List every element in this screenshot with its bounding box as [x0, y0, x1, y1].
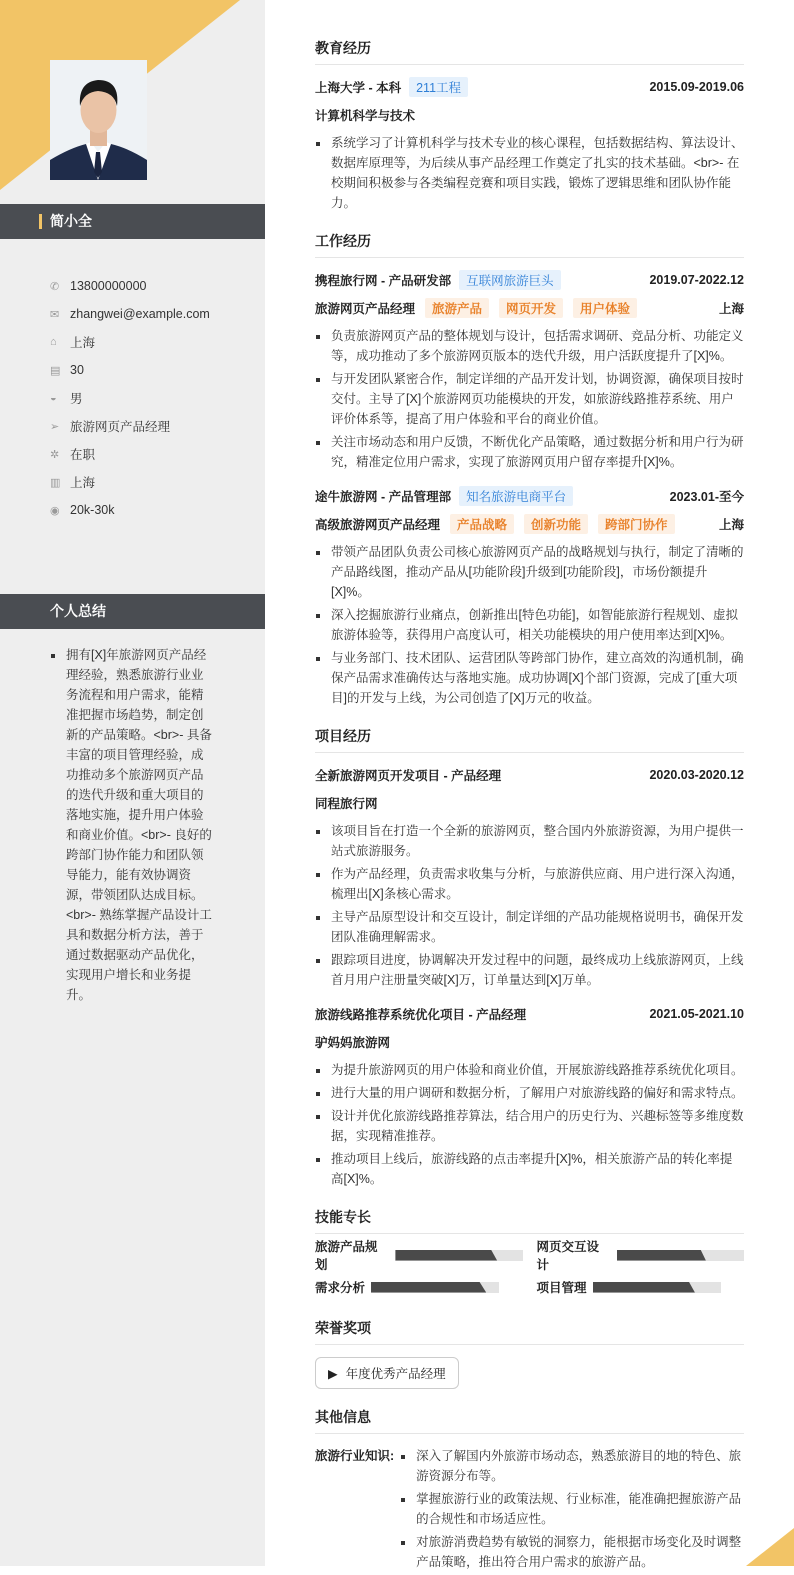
contact-item: [50, 496, 210, 524]
date: 2020.03-2020.12: [649, 768, 744, 782]
skill-bar: [617, 1250, 744, 1261]
salary-icon: ◉: [50, 504, 60, 517]
contact-text: 13800000000: [70, 279, 147, 293]
contact-item: [50, 328, 210, 356]
summary-text: [50, 645, 212, 1008]
project-org: 同程旅行网: [315, 797, 378, 811]
project-name: 全新旅游网页开发项目 - 产品经理: [315, 769, 502, 783]
contact-item: [50, 412, 210, 440]
main-content: [315, 38, 744, 1575]
skill-bar: [371, 1282, 499, 1293]
contact-text: 旅游网页产品经理: [70, 420, 171, 434]
skill-bar-fill: [593, 1282, 695, 1293]
home-icon: ⌂: [50, 336, 57, 348]
list-item: 负责旅游网页产品的整体规划与设计，包括需求调研、竞品分析、功能定义等，成功推动了多个旅游网页版本的迭代升级，用户活跃度提升了[X]%。: [315, 326, 744, 366]
other-key: 旅游行业知识:: [315, 1449, 395, 1463]
list-item: 主导产品原型设计和交互设计，制定详细的产品功能规格说明书，确保开发团队准确理解需求。: [315, 907, 744, 947]
list-item: 进行大量的用户调研和数据分析，了解用户对旅游线路的偏好和需求特点。: [315, 1083, 744, 1103]
award-item[interactable]: [315, 1357, 459, 1389]
skill-item: [315, 1240, 523, 1272]
contact-item: [50, 384, 210, 412]
contact-text: zhangwei@example.com: [70, 307, 210, 321]
section-title: 工作经历: [315, 231, 744, 258]
company-tag: 互联网旅游巨头: [459, 270, 561, 290]
company: 途牛旅游网 - 产品管理部: [315, 490, 452, 504]
list-item: 跟踪项目进度，协调解决开发过程中的问题，最终成功上线旅游网页，上线首月用户注册量突破[X]万，订单量达到[X]万单。: [315, 950, 744, 990]
contact-item: [50, 440, 210, 468]
skill-item: [315, 1278, 523, 1296]
list-item: 系统学习了计算机科学与技术专业的核心课程，包括数据结构、算法设计、数据库原理等，为后续从事产品经理工作奠定了扎实的技术基础。<br>- 在校期间积极参与各类编程竞赛和项目实践，锻炼了逻辑思维和团队协作能力。: [315, 133, 744, 213]
skill-tag: 产品战略: [450, 514, 514, 534]
skill-name: 旅游产品规划: [315, 1240, 378, 1272]
contact-text: 男: [70, 392, 83, 406]
date: 2015.09-2019.06: [649, 80, 744, 94]
awards-section: [315, 1318, 744, 1407]
skill-bar-fill: [395, 1250, 497, 1261]
section-title: 技能专长: [315, 1207, 744, 1234]
skill-item: [536, 1240, 745, 1272]
project-name: 旅游线路推荐系统优化项目 - 产品经理: [315, 1008, 527, 1022]
other-section: [315, 1407, 744, 1575]
contact-item: [50, 272, 210, 300]
phone-icon: ✆: [50, 280, 60, 293]
list-item: 关注市场动态和用户反馈，不断优化产品策略，通过数据分析和用户行为研究，精准定位用户需求，实现了旅游网页用户留存率提升[X]%。: [315, 432, 744, 472]
work-item: [315, 486, 744, 708]
contact-item: [50, 468, 210, 496]
list-item: 掌握旅游行业的政策法规、行业标准，能准确把握旅游产品的合规性和市场适应性。: [400, 1489, 744, 1529]
list-item: 深入挖掘旅游行业痛点，创新推出[特色功能]，如智能旅游行程规划、虚拟旅游体验等，获得用户高度认可，相关功能模块的用户使用率达到[X]%。: [315, 605, 744, 645]
summary-header: 个人总结: [0, 594, 265, 629]
contact-text: 30: [70, 363, 84, 377]
work-item: [315, 270, 744, 472]
contact-text: 上海: [70, 336, 96, 350]
contact-item: [50, 356, 210, 384]
company: 携程旅行网 - 产品研发部: [315, 274, 452, 288]
triangle-right-icon: ▶: [328, 1366, 338, 1381]
list-item: 与开发团队紧密合作，制定详细的产品开发计划，协调资源，确保项目按时交付。主导了[X]个旅游网页功能模块的开发，如旅游线路推荐系统、用户评价体系等，提高了用户体验和平台的商业价值。: [315, 369, 744, 429]
section-title: 教育经历: [315, 38, 744, 65]
list-item: 带领产品团队负责公司核心旅游网页产品的战略规划与执行，制定了清晰的产品路线图，推动产品从[功能阶段]升级到[功能阶段]，市场份额提升[X]%。: [315, 542, 744, 602]
school-tag: 211工程: [409, 77, 468, 97]
work-section: [315, 231, 744, 708]
project-item: [315, 1004, 744, 1189]
contact-list: [50, 272, 210, 524]
contact-text: 上海: [70, 476, 96, 490]
gender-icon: ◒: [50, 392, 57, 404]
skill-bar: [395, 1250, 522, 1261]
city: 上海: [718, 518, 744, 532]
city: 上海: [718, 302, 744, 316]
skill-tag: 跨部门协作: [598, 514, 675, 534]
age-icon: ▤: [50, 364, 61, 377]
list-item: 作为产品经理，负责需求收集与分析，与旅游供应商、用户进行深入沟通，梳理出[X]条核心需求。: [315, 864, 744, 904]
contact-text: 在职: [70, 448, 96, 462]
skill-tag: 网页开发: [499, 298, 563, 318]
list-item: 对旅游消费趋势有敏锐的洞察力，能根据市场变化及时调整产品策略，推出符合用户需求的旅游产品。: [400, 1532, 744, 1572]
name-header: 简小全: [0, 204, 265, 239]
contact-text: 20k-30k: [70, 503, 115, 517]
major: 计算机科学与技术: [315, 109, 416, 123]
date: 2023.01-至今: [669, 490, 744, 504]
list-item: 该项目旨在打造一个全新的旅游网页，整合国内外旅游资源，为用户提供一站式旅游服务。: [315, 821, 744, 861]
skill-item: [537, 1278, 745, 1296]
skill-name: 需求分析: [315, 1281, 366, 1295]
list-item: 深入了解国内外旅游市场动态，熟悉旅游目的地的特色、旅游资源分布等。: [400, 1446, 744, 1486]
skill-bar-fill: [371, 1282, 486, 1293]
section-title: 项目经历: [315, 726, 744, 753]
project-item: [315, 765, 744, 990]
project-org: 驴妈妈旅游网: [315, 1036, 391, 1050]
skill-tag: 旅游产品: [425, 298, 489, 318]
role: 高级旅游网页产品经理: [315, 518, 441, 532]
skill-tag: 用户体验: [573, 298, 637, 318]
section-title: 其他信息: [315, 1407, 744, 1434]
section-title: 荣誉奖项: [315, 1318, 744, 1345]
mail-icon: ✉: [50, 308, 60, 321]
award-label: 年度优秀产品经理: [345, 1367, 446, 1381]
skill-name: 项目管理: [536, 1281, 587, 1295]
role: 旅游网页产品经理: [315, 302, 416, 316]
list-item: 设计并优化旅游线路推荐算法，结合用户的历史行为、兴趣标签等多维度数据，实现精准推荐。: [315, 1106, 744, 1146]
list-item: 为提升旅游网页的用户体验和商业价值，开展旅游线路推荐系统优化项目。: [315, 1060, 744, 1080]
education-section: [315, 38, 744, 213]
contact-item: [50, 300, 210, 328]
summary-item: 拥有[X]年旅游网页产品经理经验，熟悉旅游行业业务流程和用户需求，能精准把握市场趋势，制定创新的产品策略。<br>- 具备丰富的项目管理经验，成功推动多个旅游网页产品的迭代升级和重大项目的落地实施，提升用户体验和商业价值。<br>- 良好的跨部门协作能力和团队领导能力，能有效协调资源，带领团队达成目标。<br>- 熟练掌握产品设计工具和数据分析方法，善于通过数据驱动产品优化，实现用户增长和业务提升。: [50, 645, 212, 1005]
list-item: 与业务部门、技术团队、运营团队等跨部门协作，建立高效的沟通机制，确保产品需求准确传达与落地实施。成功协调[X]个部门资源，完成了[重大项目]的开发与上线，为公司创造了[X]万元的收益。: [315, 648, 744, 708]
list-item: 推动项目上线后，旅游线路的点击率提升[X]%，相关旅游产品的转化率提高[X]%。: [315, 1149, 744, 1189]
skill-bar: [593, 1282, 721, 1293]
sidebar: [0, 0, 265, 1566]
school: 上海大学 - 本科: [315, 81, 402, 95]
building-icon: ▥: [50, 476, 61, 489]
avatar: [50, 60, 147, 180]
project-section: [315, 726, 744, 1189]
date: 2019.07-2022.12: [649, 273, 744, 287]
skill-name: 网页交互设计: [536, 1240, 600, 1272]
skills-section: [315, 1207, 744, 1296]
status-icon: ✲: [50, 448, 60, 461]
skill-bar-fill: [617, 1250, 706, 1261]
company-tag: 知名旅游电商平台: [459, 486, 573, 506]
send-icon: ➢: [50, 420, 60, 433]
skill-tag: 创新功能: [524, 514, 588, 534]
date: 2021.05-2021.10: [649, 1007, 744, 1021]
decor-triangle: [746, 1528, 794, 1566]
